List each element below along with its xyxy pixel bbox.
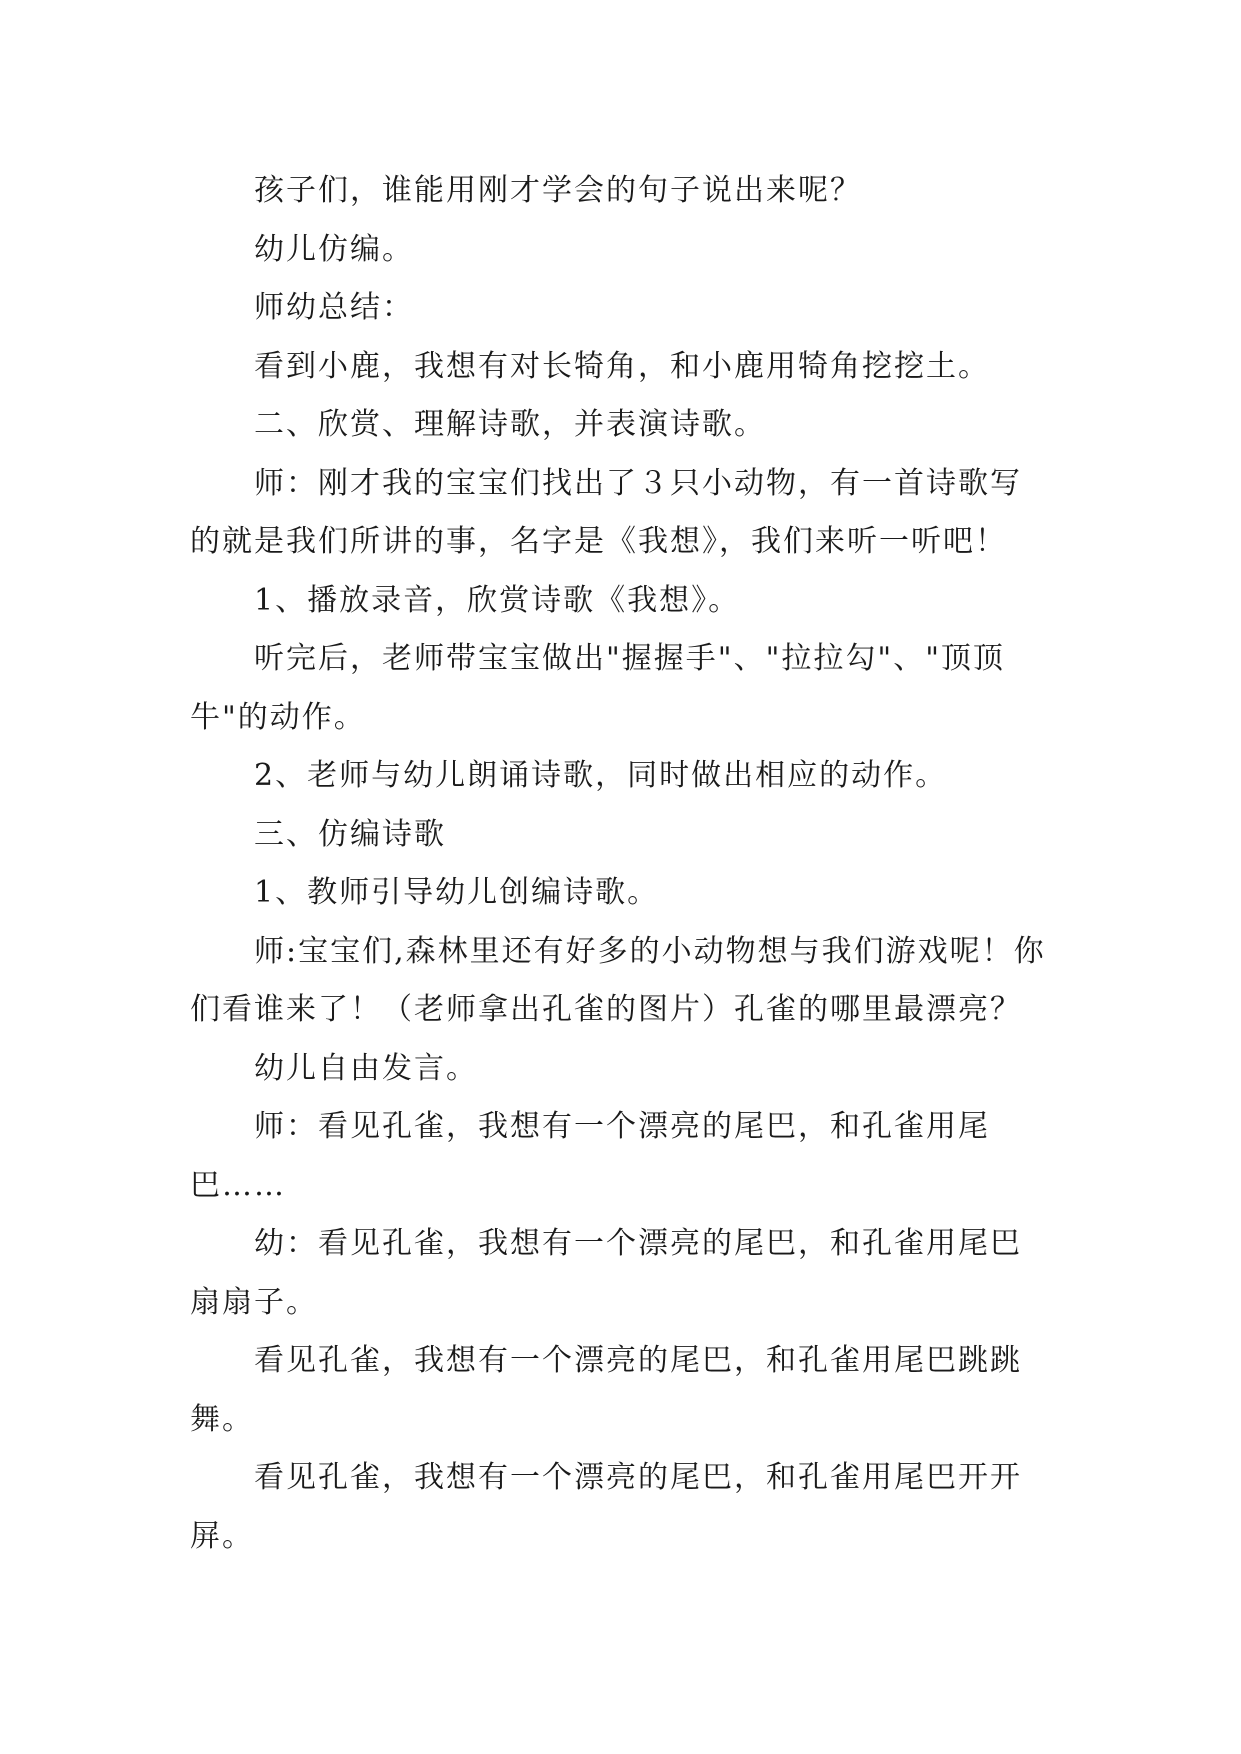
paragraph: 幼：看见孔雀，我想有一个漂亮的尾巴，和孔雀用尾巴扇扇子。 (190, 1226, 1022, 1320)
paragraph: 1、教师引导幼儿创编诗歌。 (254, 875, 660, 910)
paragraph: 看到小鹿，我想有对长犄角，和小鹿用犄角挖挖土。 (254, 348, 990, 384)
paragraph: 师：刚才我的宝宝们找出了３只小动物，有一首诗歌写的就是我们所讲的事，名字是《我想》，我们来听一听吧！ (190, 465, 1022, 559)
paragraph: 1、播放录音，欣赏诗歌《我想》。 (254, 582, 741, 618)
section-heading: 二、欣赏、理解诗歌，并表演诗歌。 (254, 407, 766, 442)
paragraph: 2、老师与幼儿朗诵诗歌，同时做出相应的动作。 (254, 758, 948, 793)
document-body (190, 162, 1050, 1566)
paragraph: 师幼总结： (254, 290, 414, 325)
paragraph: 师：看见孔雀，我想有一个漂亮的尾巴，和孔雀用尾巴…… (190, 1109, 990, 1203)
paragraph: 孩子们，谁能用刚才学会的句子说出来呢？ (254, 173, 862, 208)
paragraph: 看见孔雀，我想有一个漂亮的尾巴，和孔雀用尾巴跳跳舞。 (190, 1343, 1022, 1437)
paragraph: 听完后，老师带宝宝做出"握握手"、"拉拉勾"、"顶顶牛"的动作。 (190, 641, 1005, 735)
section-heading: 三、仿编诗歌 (254, 816, 446, 852)
paragraph: 看见孔雀，我想有一个漂亮的尾巴，和孔雀用尾巴开开屏。 (190, 1460, 1022, 1554)
paragraph: 幼儿自由发言。 (254, 1050, 478, 1086)
paragraph: 幼儿仿编。 (254, 231, 414, 267)
paragraph: 师:宝宝们,森林里还有好多的小动物想与我们游戏呢！你们看谁来了！（老师拿出孔雀的图片）孔雀的哪里最漂亮？ (190, 933, 1046, 1027)
